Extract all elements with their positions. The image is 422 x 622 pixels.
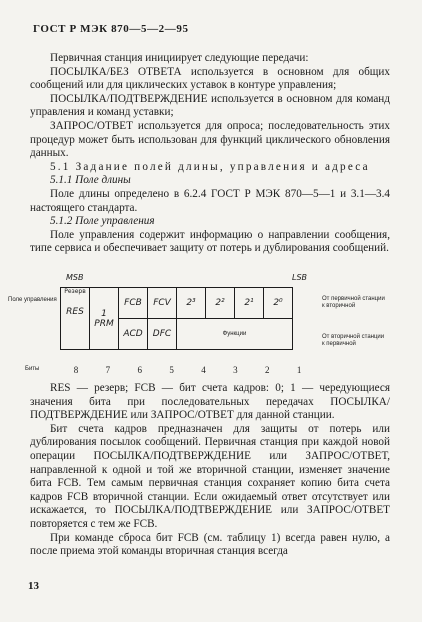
paragraph: RES — резерв; FCB — бит счета кадров: 0; 1 — чередующиеся значения бита при последовательных передачах ПОСЫЛКА/ПОДТВЕРЖДЕНИЕ или ЗАПРОС/ОТВЕТ для данной станции. [30,382,390,422]
paragraph: Бит счета кадров предназначен для защиты от потерь или дублирования посылок сообщений. Первичная станция при каждой новой операции ПОСЫЛКА/ПОДТВЕРЖДЕНИЕ или ЗАПРОС/ОТВЕТ, направленной к одной и той же вторичной станции, изменяет значение бита FCB. Тем самым первичная станция сохраняет копию бита счета кадров FCB вторичной станции. Если ожидаемый ответ отсутствует или искажается, то ПОСЫЛКА/ПОДТВЕРЖДЕНИЕ или ЗАПРОС/ОТВЕТ повторяется с тем же FCB. [30,422,390,530]
cell-acd: ACD [119,319,148,350]
bit-number: 6 [137,365,142,375]
bits-label: Биты [25,366,40,372]
bit-number: 5 [169,365,174,375]
bit-number: 3 [233,365,238,375]
paragraph: ПОСЫЛКА/ПОДТВЕРЖДЕНИЕ используется в основном для команд управления и команд уставки; [30,92,390,119]
primary-to-secondary-label: От первичной станции к вторичной [322,296,385,309]
cell-bit2: 2² [206,288,235,319]
msb-label: MSB [66,273,84,282]
paragraph: ПОСЫЛКА/БЕЗ ОТВЕТА используется в основном для общих сообщений или для циклических уставок в контуре управления; [30,65,390,92]
side-label: Поле управления [8,297,57,303]
subsection-heading: 5.1.1 Поле длины [50,174,131,187]
bit-number: 1 [296,365,302,375]
cell-fcb: FCB [119,288,148,319]
page-header: ГОСТ Р МЭК 870—5—2—95 [33,23,189,35]
bit-number: 2 [264,365,270,375]
lsb-label: LSB [292,273,308,282]
cell-dfc: DFC [148,319,177,350]
cell-bit1: 2¹ [235,288,264,319]
bit-number: 8 [73,365,79,375]
bit-number: 4 [201,365,206,375]
cell-prm: 1 PRM [90,288,119,350]
secondary-to-primary-label: От вторичной станции к первичной [322,334,385,347]
intro-block [30,52,390,256]
paragraph: При команде сброса бит FCB (см. таблицу 1) всегда равен нулю, а после приема этой команды вторичная станция всегда [30,531,390,558]
cell-reserve: Резерв RES [61,288,90,350]
control-field-table [60,287,293,350]
paragraph: ЗАПРОС/ОТВЕТ используется для опроса; последовательность этих процедур может быть использован для функций циклического обновления данных. [30,119,390,160]
cell-bit3: 2³ [177,288,206,319]
bit-number: 7 [105,365,111,375]
paragraph: Первичная станция инициирует следующие передачи: [50,52,309,64]
bit-numbers [60,365,315,375]
paragraph: Поле длины определено в 6.2.4 ГОСТ Р МЭК 870—5—1 и 3.1—3.4 настоящего стандарта. [30,187,390,214]
cell-functions: Функции [177,319,293,350]
paragraph: Поле управления содержит информацию о направлении сообщения, типе сервиса и обеспечивает защиту от потерь и дублирования сообщений. [30,228,390,255]
section-heading: 5.1 Задание полей длины, управления и адреса [50,160,370,173]
cell-fcv: FCV [148,288,177,319]
page-number: 13 [28,580,39,592]
subsection-heading: 5.1.2 Поле управления [50,215,155,228]
body-block [30,382,390,559]
cell-bit0: 2⁰ [264,288,293,319]
